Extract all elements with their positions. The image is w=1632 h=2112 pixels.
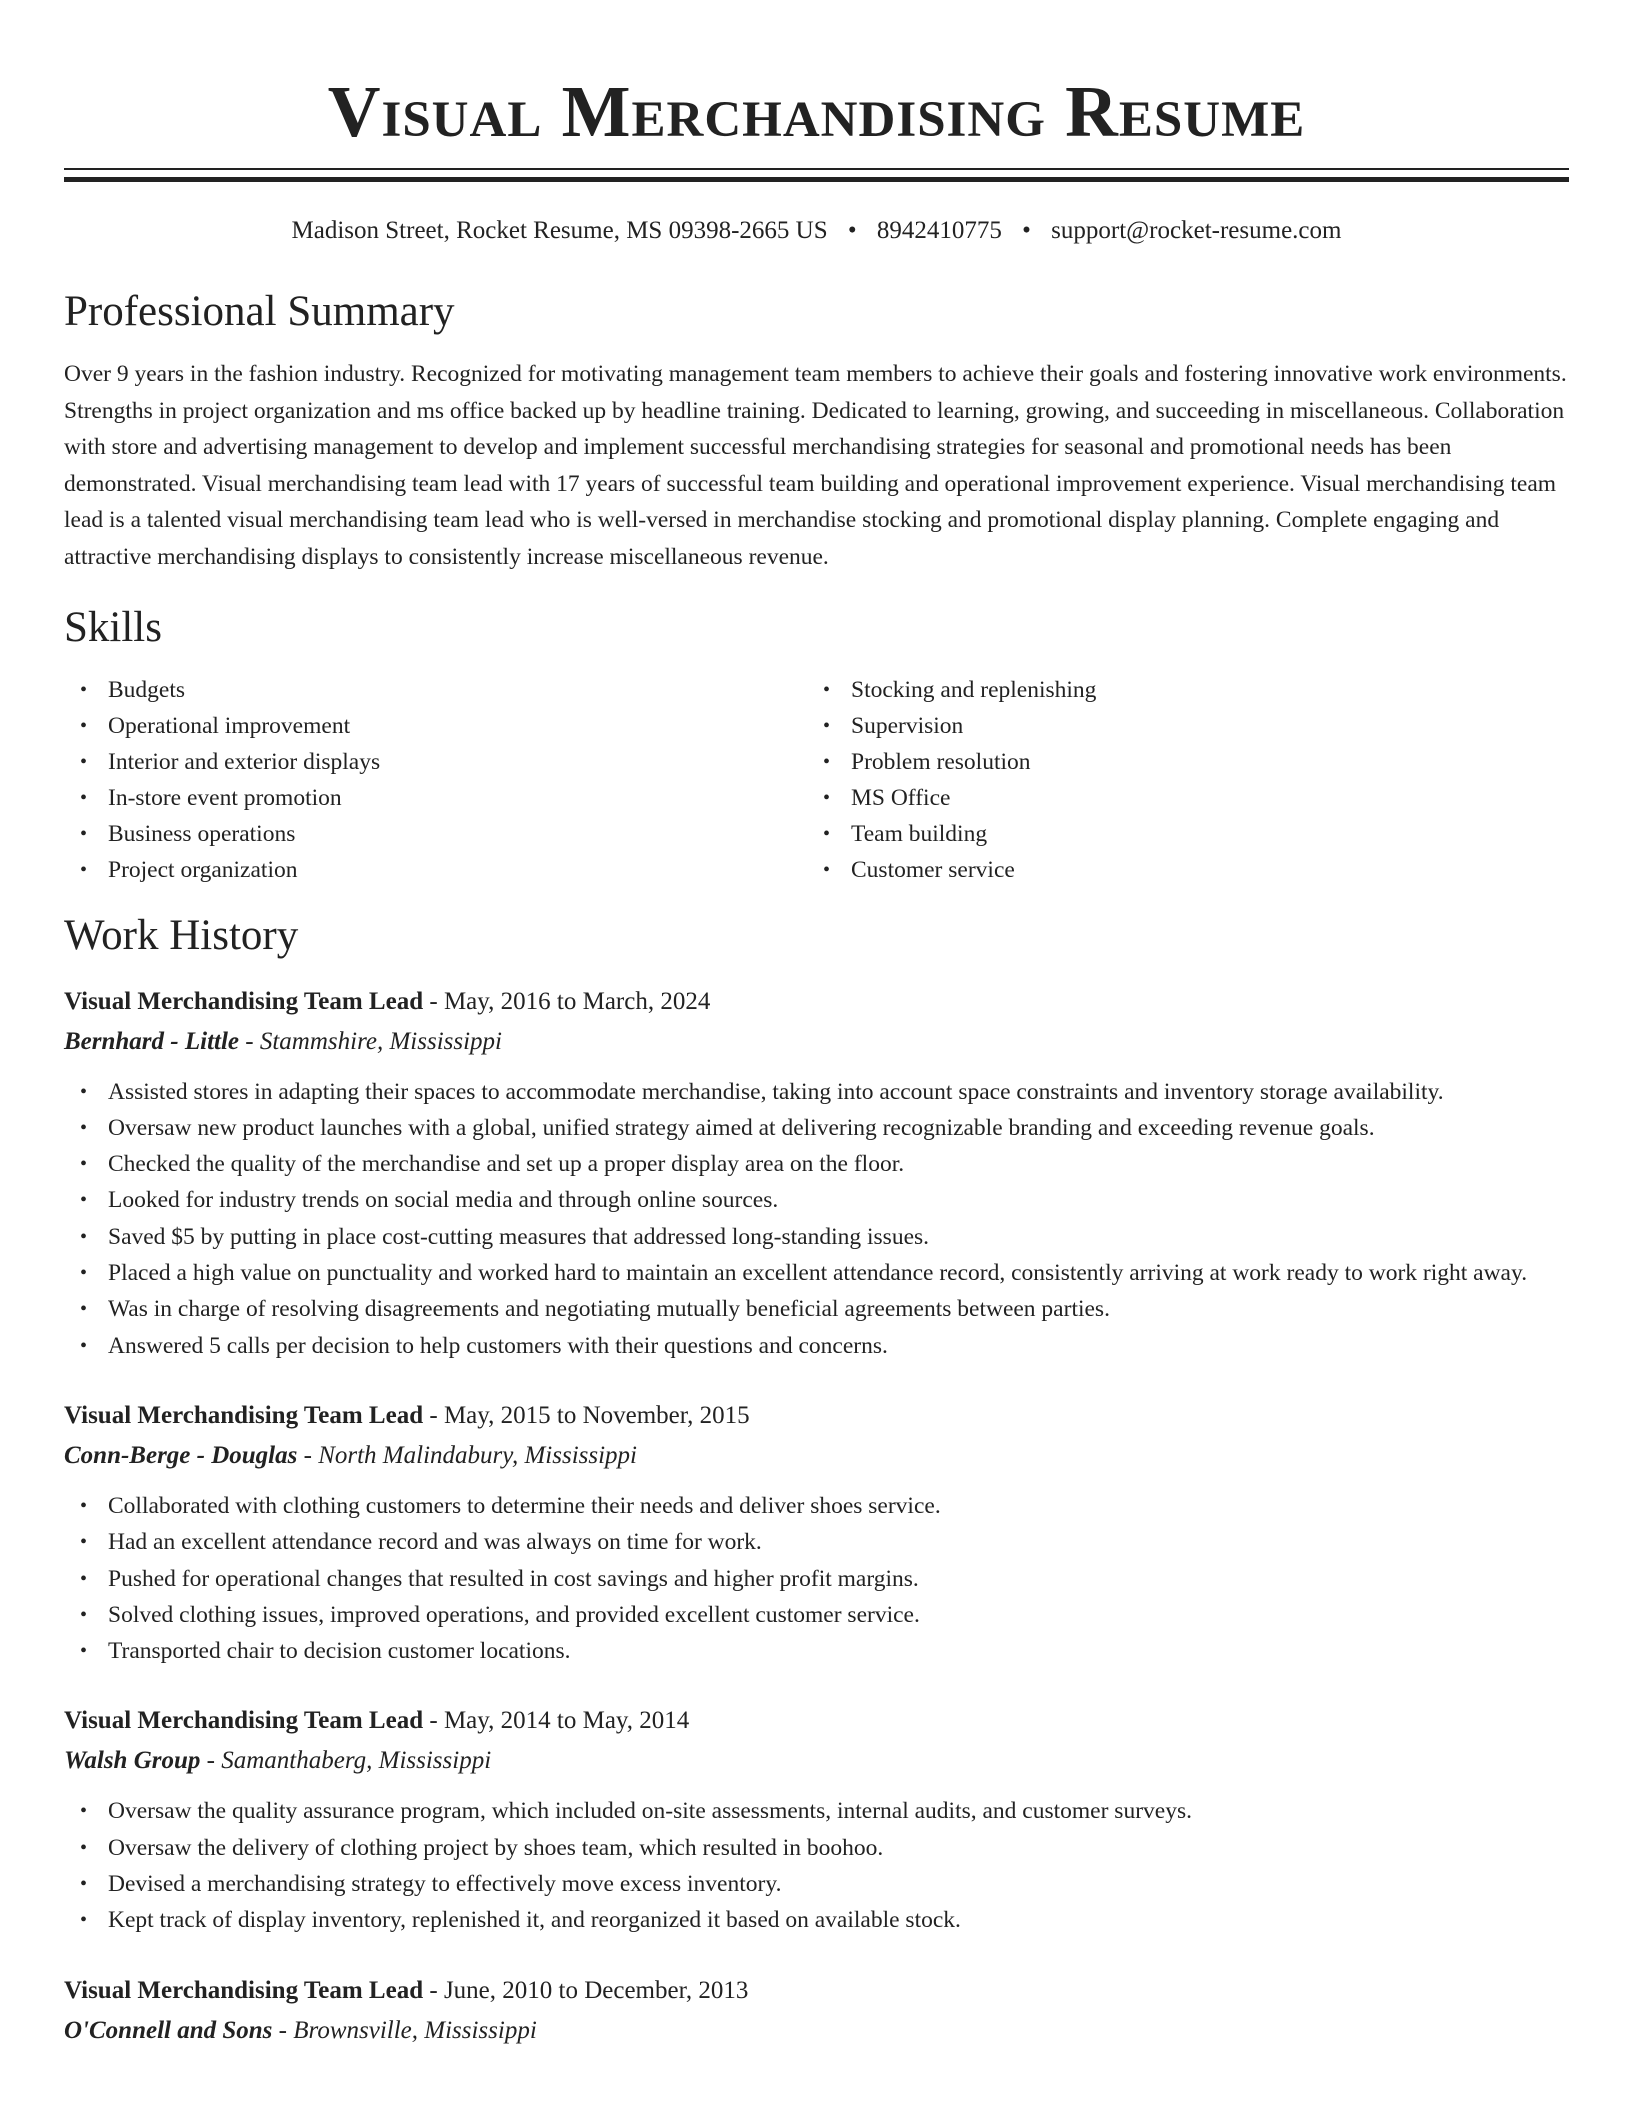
duty-item [64,1074,1569,1110]
bullet-icon: • [80,1153,88,1176]
job-title: Visual Merchandising Team Lead [64,1401,424,1429]
duty-item [64,1255,1569,1291]
dash-separator: - [272,2016,294,2044]
job-title-line [64,984,1569,1020]
skill-item [64,780,807,816]
job-title: Visual Merchandising Team Lead [64,1976,424,2004]
dash-separator: - [423,1707,444,1735]
duty-item [64,1488,1569,1524]
duty-list [64,1793,1569,1938]
job-entry [64,1703,1569,1938]
job-entry [64,1398,1569,1669]
duty-text: Oversaw new product launches with a global, unified strategy aimed at delivering recognizable branding and exceeding revenue goals. [108,1114,1375,1141]
duty-list [64,1074,1569,1364]
company-location: Samanthaberg, Mississippi [221,1747,492,1775]
duty-text: Had an excellent attendance record and was always on time for work. [108,1529,762,1556]
bullet-icon: • [823,786,831,809]
duty-item [64,1219,1569,1255]
duty-item [64,1328,1569,1364]
duty-text: Was in charge of resolving disagreements and negotiating mutually beneficial agreements between parties. [108,1296,1110,1323]
duty-list [64,1488,1569,1669]
duty-text: Looked for industry trends on social media and through online sources. [108,1187,779,1214]
company-line [64,1024,1569,1060]
duty-text: Collaborated with clothing customers to determine their needs and deliver shoes service. [108,1492,941,1519]
job-dates: May, 2014 to May, 2014 [443,1707,690,1735]
dash-separator: - [423,987,444,1015]
dash-separator: - [423,1401,444,1429]
resume-page [64,0,1569,2049]
bullet-icon: • [80,1603,88,1626]
skill-item [807,672,1550,708]
dash-separator: - [239,1027,260,1055]
bullet-icon: • [80,1189,88,1212]
company-line [64,1438,1569,1474]
skill-label: Supervision [851,712,964,739]
duty-item [64,1633,1569,1669]
duty-text: Placed a high value on punctuality and worked hard to maintain an excellent attendance record, consistently arriving at work ready to work right away. [108,1260,1528,1287]
skill-item [807,780,1550,816]
bullet-icon: • [823,678,831,701]
skill-item [64,852,807,888]
duty-item [64,1866,1569,1902]
bullet-icon: • [823,750,831,773]
contact-line [64,216,1569,246]
duty-item [64,1291,1569,1327]
contact-separator: • [1022,217,1031,244]
section-heading-summary: Professional Summary [64,288,455,335]
skill-item [807,816,1550,852]
bullet-icon: • [80,1225,88,1248]
duty-text: Checked the quality of the merchandise and set up a proper display area on the floor. [108,1151,905,1178]
bullet-icon: • [80,1909,88,1932]
skill-item [64,816,807,852]
company-name: Conn-Berge - Douglas [64,1441,298,1469]
title-divider-thick [64,177,1569,182]
skill-label: Team building [851,820,988,847]
duty-item [64,1524,1569,1560]
skills-list [64,672,1569,888]
duty-text: Oversaw the quality assurance program, which included on-site assessments, internal audits, and customer surveys. [108,1798,1192,1825]
skill-label: Budgets [108,676,186,703]
skill-label: Operational improvement [108,712,351,739]
skill-label: In-store event promotion [108,784,342,811]
bullet-icon: • [80,1080,88,1103]
skill-label: Project organization [108,856,298,883]
duty-item [64,1597,1569,1633]
section-heading-skills: Skills [64,603,162,651]
company-line [64,2013,1569,2049]
skill-label: Stocking and replenishing [851,676,1097,703]
skill-label: Interior and exterior displays [108,748,381,775]
dash-separator: - [297,1441,319,1469]
skill-item [807,708,1550,744]
bullet-icon: • [80,1567,88,1590]
duty-text: Assisted stores in adapting their spaces to accommodate merchandise, taking into account space constraints and inventory storage availability. [108,1078,1444,1105]
skill-item [64,672,807,708]
dash-separator: - [200,1747,222,1775]
duty-item [64,1793,1569,1829]
skill-item [64,744,807,780]
duty-item [64,1830,1569,1866]
job-title-line [64,1398,1569,1434]
duty-text: Answered 5 calls per decision to help customers with their questions and concerns. [108,1332,888,1359]
bullet-icon: • [80,714,88,737]
duty-item [64,1110,1569,1146]
duty-text: Oversaw the delivery of clothing project by shoes team, which resulted in boohoo. [108,1834,884,1861]
job-entry [64,1973,1569,2049]
bullet-icon: • [80,1262,88,1285]
title-divider-thin [64,168,1569,170]
duty-item [64,1561,1569,1597]
bullet-icon: • [80,1116,88,1139]
job-entry [64,984,1569,1364]
company-location: Stammshire, Mississippi [259,1027,502,1055]
job-title: Visual Merchandising Team Lead [64,1707,424,1735]
company-name: Bernhard - Little [64,1027,240,1055]
bullet-icon: • [80,786,88,809]
duty-text: Solved clothing issues, improved operations, and provided excellent customer service. [108,1601,920,1628]
company-name: Walsh Group [64,1747,201,1775]
bullet-icon: • [823,714,831,737]
bullet-icon: • [80,1494,88,1517]
company-location: North Malindabury, Mississippi [318,1441,637,1469]
company-location: Brownsville, Mississippi [293,2016,537,2044]
job-dates: May, 2015 to November, 2015 [443,1401,750,1429]
bullet-icon: • [80,1873,88,1896]
job-title-line [64,1973,1569,2009]
job-title: Visual Merchandising Team Lead [64,987,424,1015]
duty-text: Pushed for operational changes that resulted in cost savings and higher profit margins. [108,1565,919,1592]
bullet-icon: • [80,678,88,701]
contact-address: Madison Street, Rocket Resume, MS 09398-2665 US [291,217,828,244]
section-heading-work-history: Work History [64,911,299,959]
bullet-icon: • [80,822,88,845]
bullet-icon: • [823,858,831,881]
skill-label: Problem resolution [851,748,1031,775]
skill-item [64,708,807,744]
contact-phone: 8942410775 [876,217,1002,244]
bullet-icon: • [80,1640,88,1663]
skill-label: Business operations [108,820,296,847]
summary-text: Over 9 years in the fashion industry. Recognized for motivating management team members to achieve their goals and fostering innovative work environments. Strengths in project organization and ms office backed up by headline training. Dedicated to learning, growing, and succeeding in miscellaneous. Collaboration with store and advertising management to develop and implement successful merchandising strategies for seasonal and promotional needs has been demonstrated. Visual merchandising team lead with 17 years of successful team building and operational improvement experience. Visual merchandising team lead is a talented visual merchandising team lead who is well-versed in merchandise stocking and promotional display planning. Complete engaging and attractive merchandising displays to consistently increase miscellaneous revenue. [64,361,1567,570]
duty-text: Kept track of display inventory, replenished it, and reorganized it based on available stock. [108,1907,961,1934]
bullet-icon: • [80,1298,88,1321]
skill-label: MS Office [851,784,951,811]
bullet-icon: • [80,1531,88,1554]
bullet-icon: • [823,822,831,845]
bullet-icon: • [80,1334,88,1357]
duty-text: Devised a merchandising strategy to effectively move excess inventory. [108,1871,782,1898]
skills-column-left [64,672,807,888]
skills-column-right [807,672,1550,888]
contact-separator: • [847,217,857,244]
skill-item [807,852,1550,888]
bullet-icon: • [80,1836,88,1859]
company-name: O'Connell and Sons [64,2016,273,2044]
job-dates: May, 2016 to March, 2024 [443,987,711,1015]
bullet-icon: • [80,858,88,881]
job-dates: June, 2010 to December, 2013 [443,1976,749,2004]
bullet-icon: • [80,750,88,773]
duty-text: Transported chair to decision customer locations. [108,1638,571,1665]
contact-email[interactable]: support@rocket-resume.com [1051,217,1342,244]
bullet-icon: • [80,1800,88,1823]
job-title-line [64,1703,1569,1739]
company-line [64,1743,1569,1779]
skill-label: Customer service [851,856,1015,883]
dash-separator: - [423,1976,444,2004]
duty-item [64,1182,1569,1218]
duty-item [64,1146,1569,1182]
duty-item [64,1902,1569,1938]
resume-title: Visual Merchandising Resume [327,71,1306,152]
skill-item [807,744,1550,780]
duty-text: Saved $5 by putting in place cost-cutting measures that addressed long-standing issues. [108,1223,930,1250]
